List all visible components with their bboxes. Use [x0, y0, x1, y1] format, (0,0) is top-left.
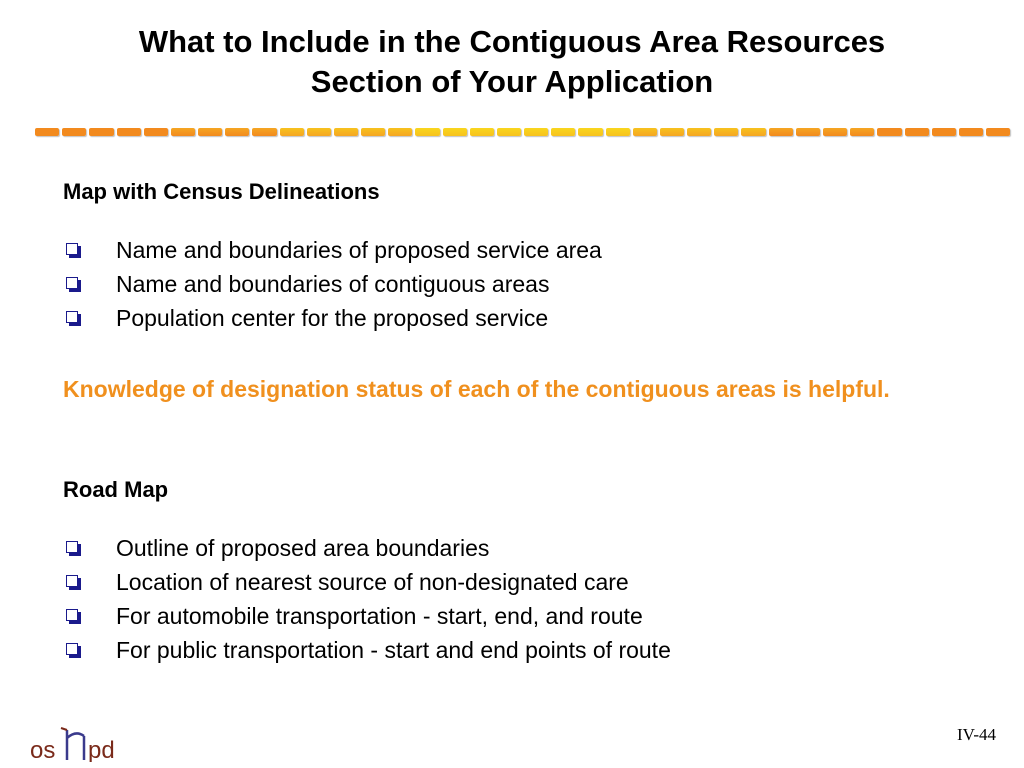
oshpd-logo	[30, 722, 130, 762]
section-heading-road-map: Road Map	[63, 477, 169, 502]
checkbox-bullet-icon	[66, 575, 78, 587]
divider-dash	[89, 128, 113, 136]
divider-dash	[35, 128, 59, 136]
divider-dash	[443, 128, 467, 136]
checkbox-bullet-icon	[66, 541, 78, 553]
divider-dash	[986, 128, 1010, 136]
checklist-item-text: For public transportation - start and end points of route	[116, 637, 671, 663]
slide-title-line-2: Section of Your Application	[310, 64, 714, 99]
divider-dash	[415, 128, 439, 136]
checkbox-bullet-icon	[66, 277, 78, 289]
divider-dash	[524, 128, 548, 136]
page-number: IV-44	[956, 725, 996, 744]
divider-dash	[171, 128, 195, 136]
title-divider	[35, 128, 1010, 136]
divider-dash	[198, 128, 222, 136]
checklist-item-text: Outline of proposed area boundaries	[116, 535, 490, 561]
designation-status-note: Knowledge of designation status of each of the contiguous areas is helpful.	[63, 376, 890, 402]
checkbox-bullet-icon	[66, 609, 78, 621]
divider-dash	[633, 128, 657, 136]
divider-dash	[225, 128, 249, 136]
divider-dash	[361, 128, 385, 136]
logo-letters-os: os	[30, 737, 56, 762]
divider-dash	[932, 128, 956, 136]
divider-dash	[497, 128, 521, 136]
slide-title	[0, 22, 1024, 102]
logo-h-mark	[61, 728, 84, 760]
divider-dash	[280, 128, 304, 136]
divider-dash	[334, 128, 358, 136]
divider-dash	[769, 128, 793, 136]
checkbox-bullet-icon	[66, 643, 78, 655]
checklist-item-text: For automobile transportation - start, end, and route	[116, 603, 643, 629]
divider-dash	[660, 128, 684, 136]
slide-title-line-1: What to Include in the Contiguous Area Resources	[138, 24, 886, 59]
section-heading-census-map: Map with Census Delineations	[63, 179, 380, 204]
divider-dash	[905, 128, 929, 136]
divider-dash	[117, 128, 141, 136]
checklist-item-text: Name and boundaries of proposed service area	[116, 237, 602, 263]
checkbox-bullet-icon	[66, 243, 78, 255]
divider-dash	[307, 128, 331, 136]
divider-dash	[388, 128, 412, 136]
divider-dash	[144, 128, 168, 136]
divider-dash	[62, 128, 86, 136]
divider-dash	[252, 128, 276, 136]
checklist-item-text: Population center for the proposed service	[116, 305, 549, 331]
checklist-item-text: Location of nearest source of non-designated care	[116, 569, 629, 595]
divider-dash	[741, 128, 765, 136]
logo-letters-pd: pd	[88, 737, 115, 762]
divider-dash	[578, 128, 602, 136]
divider-dash	[850, 128, 874, 136]
divider-dash	[551, 128, 575, 136]
divider-dash	[823, 128, 847, 136]
divider-dash	[796, 128, 820, 136]
divider-dash	[687, 128, 711, 136]
divider-dash	[606, 128, 630, 136]
divider-dash	[714, 128, 738, 136]
divider-dash	[959, 128, 983, 136]
checklist-item-text: Name and boundaries of contiguous areas	[116, 271, 550, 297]
divider-dash	[470, 128, 494, 136]
checkbox-bullet-icon	[66, 311, 78, 323]
divider-dash	[877, 128, 901, 136]
